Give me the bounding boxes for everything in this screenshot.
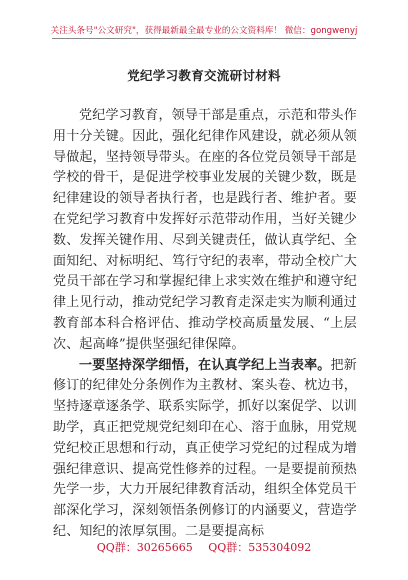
paragraph-1 bbox=[53, 106, 357, 356]
paragraph-2 bbox=[53, 356, 357, 543]
paragraph-2-text: 把新修订的纪律处分条例作为主教材、案头卷、枕边书，坚持逐章逐条学、联系实际学，抓好以案促学、以训助学，真正把党规党纪刻印在心、溶于血脉，用党规党纪校正思想和行动，真正使学习党纪的过程成为增强纪律意识、提高党性修养的过程。一是要提前预热先学一步，大力开展纪律教育活动，组织全体党员干部深化学习，深刻领悟条例修订的内涵要义，营造学纪、知纪的浓厚氛围。二是要提高标 bbox=[53, 357, 357, 539]
footer-qq-group-2: QQ群：535304092 bbox=[208, 541, 312, 554]
header-divider bbox=[52, 38, 356, 39]
document-body bbox=[53, 106, 357, 543]
footer-contacts bbox=[0, 539, 408, 555]
paragraph-2-lead: 一要坚持深学细悟，在认真学纪上当表率。 bbox=[79, 357, 331, 373]
document-title: 党纪学习教育交流研讨材料 bbox=[127, 68, 281, 83]
header-promo-note: 关注头条号"公文研究"，获得最新最全最专业的公文资料库！ 微信：gongwenyj bbox=[50, 26, 358, 36]
footer-qq-group-1: QQ群：30265665 bbox=[96, 541, 193, 554]
paragraph-1-text: 党纪学习教育，领导干部是重点，示范和带头作用十分关键。因此，强化纪律作风建设，就必须从领导做起，坚持领导带头。在座的各位党员领导干部是学校的骨干，是促进学校事业发展的关键少数，既是纪律建设的领导者执行者，也是践行者、维护者。要在党纪学习教育中发挥好示范带动作用，当好关键少数、发挥关键作用、尽到关键责任，做认真学纪、全面知纪、对标明纪、笃行守纪的表率，带动全校广大党员干部在学习和掌握纪律上求实效在维护和遵守纪律上见行动，推动党纪学习教育走深走实为顺利通过教育部本科合格评估、推动学校高质量发展、“上层次、起高峰”提供坚强纪律保障。 bbox=[53, 108, 357, 352]
